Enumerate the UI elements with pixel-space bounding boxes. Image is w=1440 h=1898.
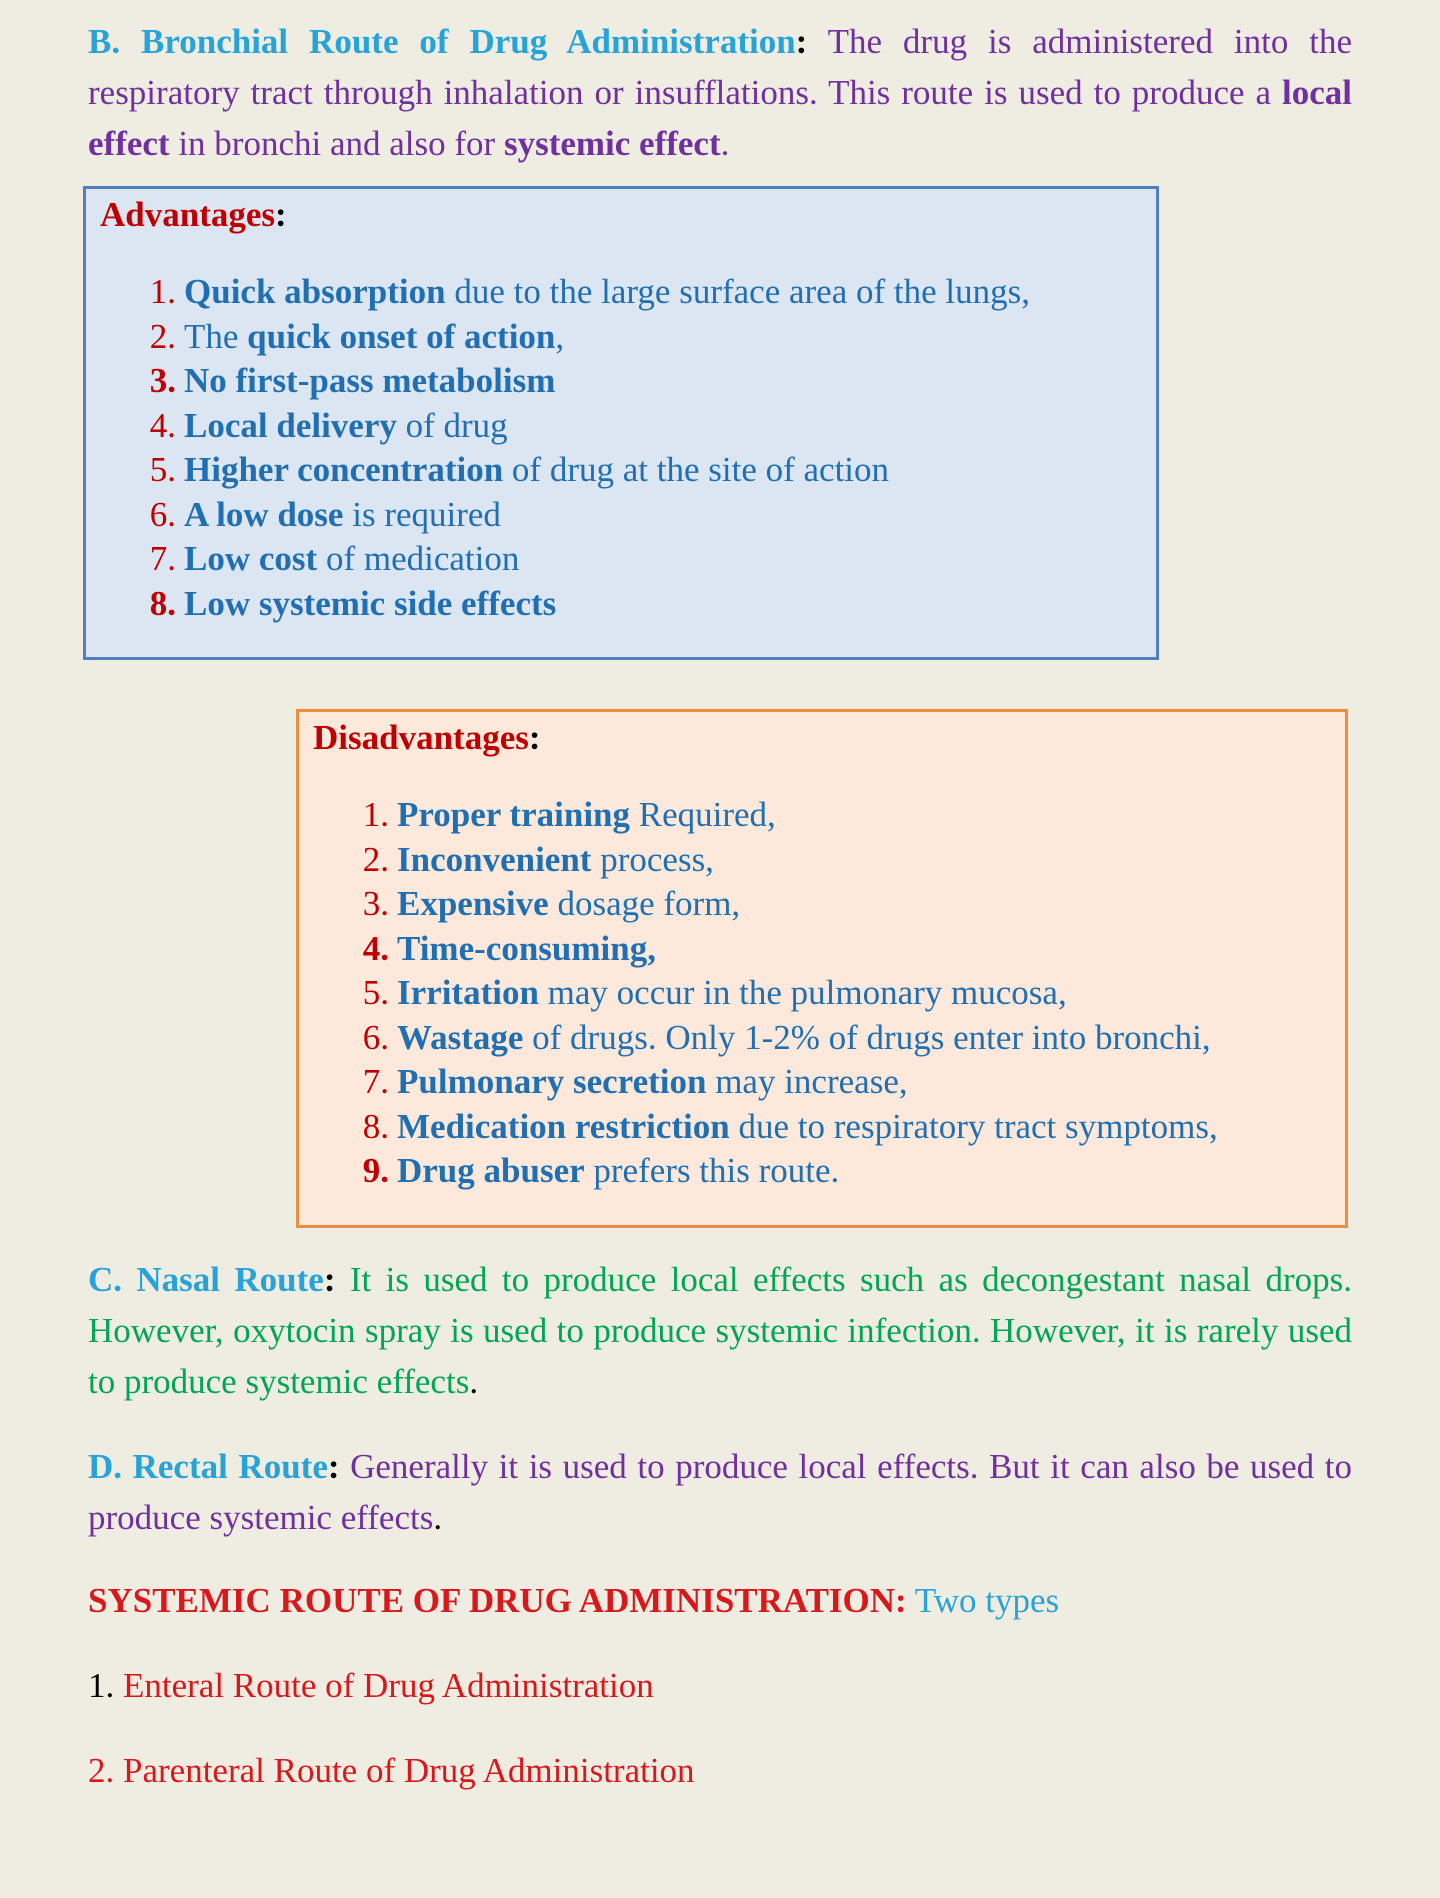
list-item-text: [397, 795, 776, 834]
disadvantages-item: [347, 927, 1218, 972]
list-number: 1.: [362, 795, 389, 834]
list-number: 2.: [149, 316, 176, 356]
disadvantages-item: [347, 882, 1218, 927]
list-number: 4.: [362, 928, 389, 968]
advantages-item: [134, 359, 1030, 404]
list-item-term: Irritation: [397, 973, 539, 1012]
list-item-suffix: is required: [343, 494, 501, 534]
enteral-route-number: 1.: [88, 1666, 115, 1705]
list-number: 4.: [149, 405, 176, 445]
advantages-item: [134, 537, 1030, 582]
advantages-item: [134, 582, 1030, 627]
rectal-heading-colon: :: [327, 1447, 340, 1486]
enteral-route-text: Enteral Route of Drug Administration: [114, 1666, 654, 1705]
list-item-term: Low systemic side effects: [184, 583, 557, 623]
advantages-item: [134, 493, 1030, 538]
list-item-suffix: prefers this route.: [584, 1151, 840, 1190]
list-number: 5.: [149, 450, 176, 489]
disadvantages-item: [347, 971, 1218, 1016]
disadvantages-title-colon: :: [528, 718, 541, 757]
list-item-text: [397, 973, 1067, 1012]
list-item-text: [184, 272, 1030, 311]
list-item-suffix: due to the large surface area of the lungs,: [445, 272, 1030, 311]
list-item-term: A low dose: [184, 494, 344, 534]
list-item-text: [184, 361, 555, 400]
bronchial-text-1: The drug is administered into the respiratory tract through inhalation or insufflations. This route is used to produce a: [88, 22, 1353, 112]
nasal-route-heading: C. Nasal Route: [88, 1260, 324, 1299]
disadvantages-title-text: Disadvantages: [313, 718, 529, 757]
list-item-term: Proper training: [397, 795, 631, 834]
bronchial-text-3: .: [720, 124, 730, 163]
disadvantages-item: [347, 1060, 1218, 1105]
list-item-text: [397, 1107, 1218, 1146]
systemic-route-heading: SYSTEMIC ROUTE OF DRUG ADMINISTRATION:: [88, 1581, 907, 1620]
list-item-term: quick onset of action: [247, 316, 556, 356]
list-number: 3.: [362, 884, 389, 923]
advantages-title: [100, 193, 287, 237]
list-item-suffix: of drug at the site of action: [503, 450, 890, 489]
list-item-text: [397, 1151, 839, 1190]
list-item-suffix: of drug: [396, 405, 508, 445]
list-item-text: [397, 840, 714, 879]
local-effect-term: local effect: [88, 73, 1352, 163]
list-item-text: [184, 450, 889, 489]
systemic-route-heading-line: [88, 1579, 1059, 1623]
list-item-term: Pulmonary secretion: [397, 1062, 707, 1101]
list-item-suffix: may increase,: [706, 1062, 908, 1101]
advantages-title-text: Advantages: [100, 195, 276, 234]
list-item-text: [397, 929, 656, 968]
list-number: 8.: [149, 583, 176, 623]
disadvantages-item: [347, 838, 1218, 883]
rectal-route-heading: D. Rectal Route: [88, 1447, 328, 1486]
list-item-suffix: Required,: [630, 795, 776, 834]
nasal-route-text: It is used to produce local effects such as decongestant nasal drops. However, oxytocin spray is used to produce systemic infection. However, it is rarely used to produce systemic effects: [88, 1260, 1352, 1401]
list-item-suffix: of drugs. Only 1-2% of drugs enter into bronchi,: [523, 1017, 1211, 1057]
list-item-text: [397, 1018, 1211, 1057]
list-item-text: [184, 539, 519, 578]
list-number: 7.: [149, 539, 176, 578]
advantages-item: [134, 404, 1030, 449]
list-item-suffix: process,: [591, 839, 714, 879]
list-item-term: Inconvenient: [397, 839, 592, 879]
list-item-prefix: The: [184, 316, 248, 356]
list-number: 1.: [149, 272, 176, 311]
list-number: 9.: [362, 1151, 389, 1190]
rectal-end-period: .: [433, 1498, 443, 1537]
list-item-term: Drug abuser: [397, 1151, 585, 1190]
list-item-text: [184, 317, 564, 356]
list-item-term: Quick absorption: [184, 272, 446, 311]
enteral-route-item: [88, 1664, 654, 1708]
list-number: 7.: [362, 1062, 389, 1101]
bronchial-route-heading: B. Bronchial Route of Drug Administration: [88, 22, 796, 61]
advantages-item: [134, 270, 1030, 315]
list-number: 5.: [362, 973, 389, 1012]
list-item-text: [397, 884, 740, 923]
list-item-suffix: due to respiratory tract symptoms,: [729, 1106, 1218, 1146]
advantages-title-colon: :: [275, 195, 287, 234]
disadvantages-item: [347, 1016, 1218, 1061]
list-item-term: Medication restriction: [397, 1106, 730, 1146]
list-number: 8.: [362, 1106, 389, 1146]
list-item-suffix: may occur in the pulmonary mucosa,: [538, 973, 1067, 1012]
list-item-text: [184, 406, 508, 445]
list-item-term: No first-pass metabolism: [184, 361, 556, 400]
list-number: 2.: [362, 839, 389, 879]
list-item-text: [184, 495, 501, 534]
bronchial-text-2: in bronchi and also for: [169, 124, 504, 163]
advantages-item: [134, 448, 1030, 493]
list-number: 3.: [149, 361, 176, 400]
advantages-list: [134, 270, 1030, 626]
bronchial-heading-colon: :: [795, 22, 808, 61]
nasal-heading-colon: :: [323, 1260, 336, 1299]
disadvantages-list: [347, 793, 1218, 1194]
list-item-suffix: dosage form,: [548, 884, 741, 923]
list-item-term: Time-consuming,: [397, 928, 656, 968]
parenteral-route-text: 2. Parenteral Route of Drug Administration: [88, 1751, 695, 1790]
advantages-item: [134, 315, 1030, 360]
list-item-term: Expensive: [397, 884, 549, 923]
disadvantages-item: [347, 1149, 1218, 1194]
systemic-effect-term: systemic effect: [503, 124, 721, 163]
list-item-text: [397, 1062, 908, 1101]
nasal-route-paragraph: [88, 1254, 1352, 1407]
advantages-box: [83, 186, 1159, 660]
list-item-suffix: ,: [555, 316, 565, 356]
systemic-route-subtitle: Two types: [906, 1581, 1060, 1620]
list-item-term: Low cost: [184, 539, 318, 578]
disadvantages-item: [347, 793, 1218, 838]
nasal-end-period: .: [469, 1362, 479, 1401]
rectal-route-text: Generally it is used to produce local effects. But it can also be used to produce systemic effects: [88, 1447, 1352, 1537]
list-item-text: [184, 584, 556, 623]
disadvantages-box: [296, 709, 1348, 1228]
list-item-term: Local delivery: [184, 405, 397, 445]
disadvantages-title: [313, 716, 541, 760]
list-item-suffix: of medication: [317, 539, 520, 578]
list-item-term: Wastage: [397, 1017, 524, 1057]
rectal-route-paragraph: [88, 1441, 1352, 1543]
list-item-term: Higher concentration: [184, 450, 504, 489]
list-number: 6.: [362, 1017, 389, 1057]
disadvantages-item: [347, 1105, 1218, 1150]
bronchial-route-paragraph: [88, 16, 1352, 169]
list-number: 6.: [149, 494, 176, 534]
parenteral-route-item: [88, 1749, 695, 1793]
